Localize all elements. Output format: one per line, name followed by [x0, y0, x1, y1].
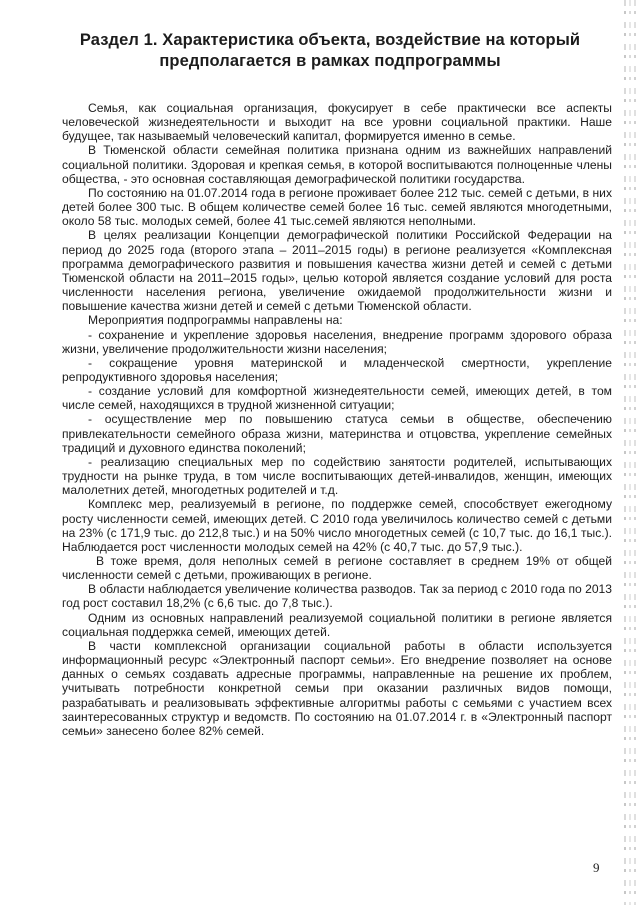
- list-item-health: - сохранение и укрепление здоровья населения, внедрение программ здорового образа жизни, увеличение продолжительности жизни населения;: [62, 327, 612, 356]
- paragraph-concept: В целях реализации Концепции демографической политики Российской Федерации на период до 2025 года (второго этапа – 2011–2015 годы) в регионе реализуется «Комплексная программа демографического развития и повышения качества жизни детей и семей с детьми Тюменской области на 2011–2015 годы», целью которой является создание условий для роста численности населения региона, увеличение ожидаемой продолжительности жизни и повышение качества жизни детей и семей с детьми Тюменской области.: [62, 228, 612, 314]
- scan-edge-artifact: [624, 0, 626, 905]
- paragraph-growth: Комплекс мер, реализуемый в регионе, по поддержке семей, способствует ежегодному росту численности семей, имеющих детей. С 2010 года увеличилось количество семей с детьми на 23% (с 171,9 тыс. до 212,8 тыс.) и на 50% число многодетных семей (с 10,7 тыс. до 16,1 тыс.). Наблюдается рост численности молодых семей на 42% (с 40,7 тыс. до 57,9 тыс.).: [62, 497, 612, 554]
- list-item-mortality: - сокращение уровня материнской и младенческой смертности, укрепление репродуктивного здоровья населения;: [62, 355, 612, 384]
- list-item-comfort: - создание условий для комфортной жизнедеятельности семей, имеющих детей, в том числе семей, находящихся в трудной жизненной ситуации;: [62, 384, 612, 413]
- list-item-status: - осуществление мер по повышению статуса семьи в обществе, обеспечению привлекательности семейного образа жизни, материнства и отцовства, укрепление семейных традиций и духовного единства поколений;: [62, 412, 612, 455]
- paragraph-single-parent: В тоже время, доля неполных семей в регионе составляет в среднем 19% от общей численности семей с детьми, проживающих в регионе.: [62, 554, 612, 583]
- section-body: [62, 101, 612, 738]
- paragraph-divorces: В области наблюдается увеличение количества разводов. Так за период с 2010 года по 2013 год рост составил 18,2% (с 6,6 тыс. до 7,8 тыс.).: [62, 582, 612, 611]
- paragraph-family-policy: В Тюменской области семейная политика признана одним из важнейших направлений социальной политики. Здоровая и крепкая семья, в которой воспитываются полноценные члены общества, - это основная составляющая демографической политики государства.: [62, 143, 612, 186]
- list-item-employment: - реализацию специальных мер по содействию занятости родителей, испытывающих трудности на рынке труда, в том числе воспитывающих детей-инвалидов, женщин, имеющих малолетних детей, многодетных родителей и т.д.: [62, 454, 612, 498]
- page-number: 9: [593, 860, 600, 875]
- scan-edge-artifact: [634, 0, 636, 905]
- paragraph-support: Одним из основных направлений реализуемой социальной политики в регионе является социальная поддержка семей, имеющих детей.: [62, 610, 612, 639]
- paragraph-e-passport: В части комплексной организации социальной работы в области используется информационный ресурс «Электронный паспорт семьи». Его внедрение позволяет на основе данных о семьях создавать адресные программы, направленные на решение их проблем, учитывать потребности конкретной семьи при оказании различных видов помощи, разрабатывать и реализовывать эффективные алгоритмы работы с семьями с участием всех заинтересованных структур и ведомств. По состоянию на 01.07.2014 г. в «Электронный паспорт семьи» занесено более 82% семей.: [62, 638, 612, 738]
- paragraph-measures-lead: Мероприятия подпрограммы направлены на:: [88, 313, 343, 328]
- paragraph-family-intro: Семья, как социальная организация, фокусирует в себе практически все аспекты человеческой жизнедеятельности и выходит на все уровни социальной практики. Наше будущее, так называемый человеческий капитал, формируется именно в семье.: [62, 101, 612, 144]
- section-title: Раздел 1. Характеристика объекта, воздействие на который предполагается в рамках подпрограммы: [79, 31, 581, 70]
- scan-edge-artifact: [629, 0, 631, 905]
- paragraph-statistics: По состоянию на 01.07.2014 года в регионе проживает более 212 тыс. семей с детьми, в них детей более 300 тыс. В общем количестве семей более 16 тыс. семей являются многодетными, около 58 тыс. молодых семей, более 41 тыс.семей являются неполными.: [62, 185, 612, 229]
